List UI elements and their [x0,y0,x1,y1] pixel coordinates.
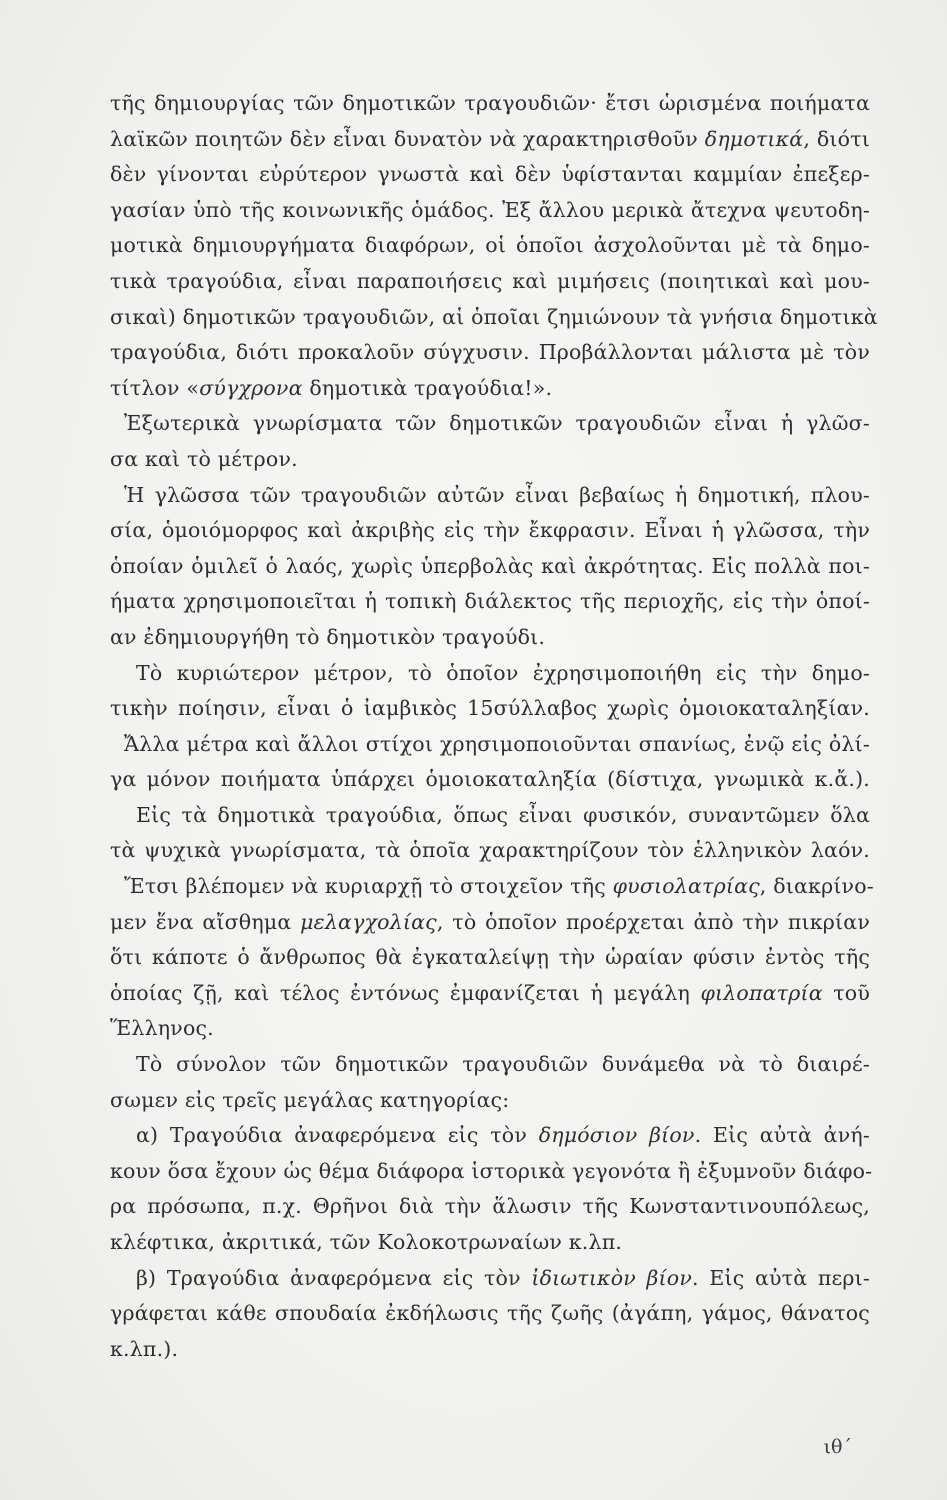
page-number: ιθ΄ [823,1436,852,1458]
emphasis-fysiolatrias: φυσιολατρίας [612,874,760,899]
emphasis-idiotikon-vion: ἰδιωτικὸν βίον [531,1265,692,1290]
emphasis-dimotika: δημοτικά [704,126,804,151]
text-line-18: τικὴν ποίησιν, εἶναι ὁ ἰαμβικὸς 15σύλλαβος χωρὶς ὁμοιοκαταληξίαν. [110,696,870,721]
text-line-6: τικὰ τραγούδια, εἶναι παραποιήσεις καὶ μιμήσεις (ποιητικαὶ καὶ μου- [110,268,870,293]
text-line-11: σα καὶ τὸ μέτρον. [110,446,298,471]
text-line-36: κ.λπ.). [110,1336,179,1361]
body-text [110,86,878,1367]
text-line-1: τῆς δημιουργίας τῶν δημοτικῶν τραγουδιῶν· ἔτσι ὡρισμένα ποιήματα [110,91,870,115]
text-line-20: γα μόνον ποιήματα ὑπάρχει ὁμοιοκαταληξία (δίστιχα, γνωμικὰ κ.ἄ.). [110,767,870,792]
text-line-24: μεν ἕνα αἴσθημα μελαγχολίας, τὸ ὁποῖον προέρχεται ἀπὸ τὴν πικρίαν [110,909,870,934]
text-line-5: μοτικὰ δημιουργήματα διαφόρων, οἱ ὁποῖοι ἀσχολοῦνται μὲ τὰ δημο- [110,233,870,258]
text-line-21: Εἰς τὰ δημοτικὰ τραγούδια, ὅπως εἶναι φυσικόν, συναντῶμεν ὅλα [136,802,870,827]
text-line-19: Ἄλλα μέτρα καὶ ἄλλοι στίχοι χρησιμοποιοῦνται σπανίως, ἐνῷ εἰς ὀλί- [124,731,870,756]
text-line-16: αν ἐδημιουργήθη τὸ δημοτικὸν τραγούδι. [110,624,546,649]
text-line-9: τίτλον «σύγχρονα δημοτικὰ τραγούδια!». [110,375,553,400]
text-line-10: Ἐξωτερικὰ γνωρίσματα τῶν δημοτικῶν τραγουδιῶν εἶναι ἡ γλῶσ- [124,411,870,436]
text-line-27: Ἕλληνος. [110,1016,214,1041]
text-line-33: κλέφτικα, ἀκριτικά, τῶν Κολοκοτρωναίων κ.λπ. [110,1230,623,1254]
emphasis-melagcholias: μελαγχολίας [300,909,437,934]
emphasis-sygchrona: σύγχρονα [199,375,303,400]
text-line-13: σία, ὁμοιόμορφος καὶ ἀκριβὴς εἰς τὴν ἔκφρασιν. Εἶναι ἡ γλῶσσα, τὴν [110,518,870,543]
text-line-8: τραγούδια, διότι προκαλοῦν σύγχυσιν. Προβάλλονται μάλιστα μὲ τὸν [110,340,870,365]
emphasis-filopatria: φιλοπατρία [700,980,823,1005]
text-line-26: ὁποίας ζῇ, καὶ τέλος ἐντόνως ἐμφανίζεται ἡ μεγάλη φιλοπατρία τοῦ [110,980,870,1005]
text-line-22: τὰ ψυχικὰ γνωρίσματα, τὰ ὁποῖα χαρακτηρίζουν τὸν ἑλληνικὸν λαόν. [110,838,870,863]
text-line-12: Ἡ γλῶσσα τῶν τραγουδιῶν αὐτῶν εἶναι βεβαίως ἡ δημοτική, πλου- [124,482,870,507]
text-line-3: δὲν γίνονται εὐρύτερον γνωστὰ καὶ δὲν ὑφίστανται καμμίαν ἐπεξερ- [110,162,870,187]
emphasis-dimosion-vion: δημόσιον βίον [538,1123,695,1148]
text-line-35: γράφεται κάθε σπουδαία ἐκδήλωσις τῆς ζωῆς (ἀγάπη, γάμος, θάνατος [110,1301,870,1326]
text-line-14: ὁποίαν ὁμιλεῖ ὁ λαός, χωρὶς ὑπερβολὰς καὶ ἀκρότητας. Εἰς πολλὰ ποι- [110,553,870,578]
text-line-30: α) Τραγούδια ἀναφερόμενα εἰς τὸν δημόσιον βίον. Εἰς αὐτὰ ἀνή- [136,1123,870,1148]
text-line-15: ήματα χρησιμοποιεῖται ἡ τοπικὴ διάλεκτος τῆς περιοχῆς, εἰς τὴν ὁποί- [110,589,870,614]
text-line-32: ρα πρόσωπα, π.χ. Θρῆνοι διὰ τὴν ἅλωσιν τῆς Κωνσταντινουπόλεως, [110,1194,870,1219]
text-line-29: σωμεν εἰς τρεῖς μεγάλας κατηγορίας: [110,1087,510,1112]
text-line-34: β) Τραγούδια ἀναφερόμενα εἰς τὸν ἰδιωτικὸν βίον. Εἰς αὐτὰ περι- [136,1265,870,1290]
text-line-4: γασίαν ὑπὸ τῆς κοινωνικῆς ὁμάδος. Ἐξ ἄλλου μερικὰ ἄτεχνα ψευτοδη- [110,197,870,222]
text-line-31: κουν ὅσα ἔχουν ὡς θέμα διάφορα ἱστορικὰ γεγονότα ἢ ἐξυμνοῦν διάφο- [110,1158,873,1183]
text-line-28: Τὸ σύνολον τῶν δημοτικῶν τραγουδιῶν δυνάμεθα νὰ τὸ διαιρέ- [136,1052,870,1077]
text-line-23: Ἔτσι βλέπομεν νὰ κυριαρχῇ τὸ στοιχεῖον τῆς φυσιολατρίας, διακρίνο- [124,874,874,899]
text-line-2: λαϊκῶν ποιητῶν δὲν εἶναι δυνατὸν νὰ χαρακτηρισθοῦν δημοτικά, διότι [110,126,870,151]
text-line-17: Τὸ κυριώτερον μέτρον, τὸ ὁποῖον ἐχρησιμοποιήθη εἰς τὴν δημο- [136,660,870,685]
text-line-25: ὅτι κάποτε ὁ ἄνθρωπος θὰ ἐγκαταλείψῃ τὴν ὡραίαν φύσιν ἐντὸς τῆς [110,945,870,970]
text-line-7: σικαὶ) δημοτικῶν τραγουδιῶν, αἱ ὁποῖαι ζημιώνουν τὰ γνήσια δημοτικὰ [110,304,878,329]
